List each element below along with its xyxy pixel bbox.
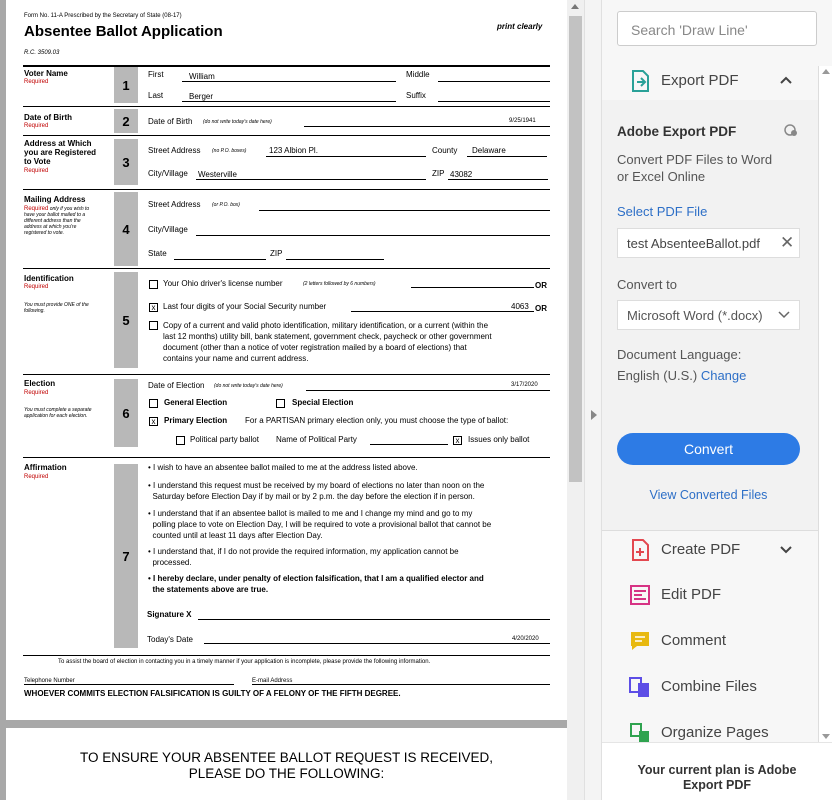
election-label: Election [24,379,56,388]
zip-value[interactable]: 43082 [450,170,473,179]
or-label: OR [535,281,547,290]
primary-election-label: Primary Election [164,416,228,425]
affirmation-label: Affirmation [24,463,67,472]
required-tag: Required [24,79,49,85]
scroll-up-icon[interactable] [571,4,579,9]
issues-only-checkbox[interactable]: x [453,436,462,445]
identification-label: Identification [24,274,74,283]
city-label: City/Village [148,169,188,178]
affirmation-bullet-1: • I wish to have an absentee ballot mailed to me at the address listed above. [148,463,418,472]
pdf-page-1 [6,0,567,720]
issues-only-label: Issues only ballot [468,435,530,444]
close-icon[interactable]: ✕ [780,233,795,252]
affirmation-bullet-3: • I understand that if an absentee ballot is mailed to me and I change my mind and go to my polling place to vote on Election Day, I will be required to vote a provisional ballot that cannot be counted until at least 11 days after Election Day. [148,509,492,540]
section-number-4: 4 [114,192,138,266]
drivers-license-checkbox[interactable] [149,280,158,289]
county-label: County [432,146,458,155]
general-election-checkbox[interactable] [149,399,158,408]
required-tag: Required [24,123,49,129]
format-select[interactable] [617,300,800,330]
city-value[interactable]: Westerville [198,170,237,179]
chevron-down-icon[interactable] [778,311,790,319]
language-row [617,368,746,383]
party-name-label: Name of Political Party [276,435,357,444]
section-number-6: 6 [114,379,138,447]
todays-date-label: Today's Date [147,635,193,644]
last-name-value[interactable]: Berger [189,92,214,101]
rc-number: R.C. 3509.03 [24,50,60,56]
section-number-5: 5 [114,272,138,368]
format-selected-value: Microsoft Word (*.docx) [627,308,763,323]
mailing-street-label: Street Address [148,200,201,209]
section-number-1: 1 [114,67,138,103]
primary-instructions: For a PARTISAN primary election only, you must choose the type of ballot: [245,416,509,425]
vertical-scrollbar[interactable] [567,0,584,800]
ssn-label: Last four digits of your Social Security number [163,302,327,311]
dob-label: Date of Birth [24,113,72,122]
search-input[interactable]: Search 'Draw Line' [617,11,817,46]
dob-field-label: Date of Birth [148,117,193,126]
plan-footer [602,742,832,800]
plan-text: Your current plan is Adobe Export PDF [637,763,797,792]
export-description: Convert PDF Files to Word or Excel Online [617,152,773,184]
ssn-checkbox[interactable]: x [149,303,158,312]
tool-comment[interactable] [602,621,818,661]
view-converted-files-link[interactable]: View Converted Files [649,488,768,502]
photo-id-checkbox[interactable] [149,321,158,330]
organize-pages-label: Organize Pages [661,724,769,741]
suffix-label: Suffix [406,91,426,100]
party-ballot-checkbox[interactable] [176,436,185,445]
scrollbar-thumb[interactable] [569,16,582,482]
selected-file-field[interactable] [617,228,800,258]
county-value[interactable]: Delaware [472,146,506,155]
file-name-text: test AbsenteeBallot.pdf [627,236,760,251]
convert-to-label: Convert to [617,277,677,292]
tools-pane [602,0,832,800]
section-number-2: 2 [114,109,138,133]
required-tag: Required [24,168,49,174]
edit-pdf-label: Edit PDF [661,586,722,603]
ssn-value[interactable]: 4063 [511,302,529,311]
form-number: Form No. 11-A Prescribed by the Secretary of State (08-17) [24,13,182,19]
export-panel-header: Adobe Export PDF [617,124,737,139]
page2-heading: TO ENSURE YOUR ABSENTEE BALLOT REQUEST IS RECEIVED, PLEASE DO THE FOLLOWING: [79,750,494,781]
assist-note: To assist the board of election in contacting you in a timely manner if your application is incomplete, please provide the following information. [58,659,431,665]
scroll-up-icon[interactable] [822,69,830,74]
affirmation-bullet-4: • I understand that, if I do not provide the required information, my application cannot be processed. [148,547,459,567]
comment-label: Comment [661,632,727,649]
form-title: Absentee Ballot Application [24,23,223,40]
street-note: (no P.O. boxes) [212,148,247,154]
select-pdf-file-link[interactable]: Select PDF File [617,204,708,219]
mailing-zip-label: ZIP [270,249,283,258]
tool-edit-pdf[interactable] [602,575,818,615]
comment-icon [628,629,652,653]
export-pdf-icon [628,69,652,93]
email-label: E-mail Address [252,678,293,684]
print-clearly-note: print clearly [497,22,543,31]
panel-collapse-handle[interactable] [584,0,602,800]
special-election-checkbox[interactable] [276,399,285,408]
drivers-license-label: Your Ohio driver's license number [163,279,283,288]
pdf-page-2 [6,728,567,800]
dob-value[interactable]: 9/25/1941 [509,118,536,124]
felony-warning: WHOEVER COMMITS ELECTION FALSIFICATION IS GUILTY OF A FELONY OF THE FIFTH DEGREE. [24,689,401,698]
todays-date-value[interactable]: 4/20/2020 [512,636,539,642]
tool-combine-files[interactable] [602,667,818,707]
section-number-7: 7 [114,464,138,648]
combine-files-icon [628,675,652,699]
drivers-license-note: (2 letters followed by 6 numbers) [303,281,376,287]
create-pdf-icon [628,538,652,562]
document-language-label: Document Language: [617,347,742,362]
create-pdf-label: Create PDF [661,541,741,558]
chevron-down-icon[interactable] [779,545,793,555]
photo-id-label: Copy of a current and valid photo identification, military identification, or a current (within the last 12 months) utility bill, bank statement, government check, paycheck or other government document (other than a notice of voter registration mailed by a board of elections) that contains your name and current address. [163,321,492,363]
scroll-down-icon[interactable] [822,734,830,739]
tool-create-pdf[interactable] [602,530,818,570]
required-tag: Required [24,390,49,396]
export-pdf-title: Export PDF [661,72,739,89]
party-ballot-label: Political party ballot [190,435,259,444]
primary-election-checkbox[interactable]: x [149,417,158,426]
last-label: Last [148,91,164,100]
required-tag: Required [24,284,49,290]
export-pdf-header[interactable] [602,61,818,101]
street-label: Street Address [148,146,201,155]
voter-name-label: Voter Name [24,69,68,78]
middle-label: Middle [406,70,430,79]
telephone-label: Telephone Number [24,678,75,684]
tools-scrollbar[interactable] [818,66,832,742]
address-label: Address at Which you are Registered to Vote [24,139,97,166]
first-name-value[interactable]: William [189,72,215,81]
dob-note: (do not write today's date here) [203,119,272,125]
mailing-city-label: City/Village [148,225,188,234]
mailing-state-label: State [148,249,167,258]
required-tag: Required [24,474,49,480]
first-label: First [148,70,164,79]
general-election-label: General Election [164,398,228,407]
mailing-label: Mailing Address [24,195,86,204]
or-label: OR [535,304,547,313]
election-note: You must complete a separate application for each election. [24,407,92,419]
zip-label: ZIP [432,169,445,178]
expand-arrow-icon[interactable] [591,410,597,420]
change-language-link[interactable]: Change [700,368,747,383]
combine-files-label: Combine Files [661,678,757,695]
section-number-3: 3 [114,139,138,185]
mailing-note: Required only if you wish to have your ballot mailed to a different address than the address at which you're registered to vote. [24,206,90,236]
mailing-street-note: (or P.O. box) [212,202,240,208]
street-value[interactable]: 123 Albion Pl. [269,146,318,155]
affirmation-bullet-2: • I understand this request must be received by my board of elections no later than noon on the Saturday before Election Day if by mail or by 2 p.m. the day before the election if in person. [148,481,485,501]
chevron-up-icon[interactable] [779,75,793,85]
language-value: English (U.S.) [617,368,698,383]
signature-label: Signature X [147,610,192,619]
affirmation-bullet-5: • I hereby declare, under penalty of election falsification, that I am a qualified elector and the statements above are true. [148,574,484,594]
election-date-note: (do not write today's date here) [214,383,283,389]
special-election-label: Special Election [292,398,354,407]
convert-button[interactable]: Convert [617,433,800,465]
edit-pdf-icon [628,583,652,607]
identification-note: You must provide ONE of the following. [24,302,89,314]
cloud-settings-icon[interactable] [783,122,799,138]
election-date-value[interactable]: 3/17/2020 [511,382,538,388]
election-date-label: Date of Election [148,381,205,390]
